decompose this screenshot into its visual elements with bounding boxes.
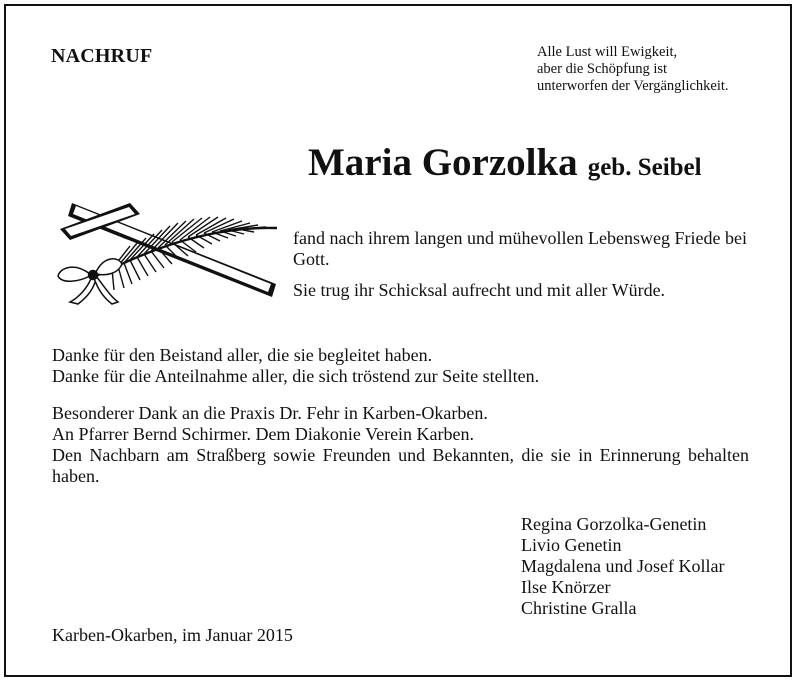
cross-with-palm-frond-icon: [52, 198, 282, 306]
thanks-line: Danke für die Anteilnahme aller, die sich tröstend zur Seite stellten.: [52, 366, 540, 386]
special-thanks-text: [52, 403, 749, 487]
notice-heading: NACHRUF: [51, 45, 153, 67]
quote: [537, 44, 767, 95]
special-thanks-line: An Pfarrer Bernd Schirmer. Dem Diakonie Verein Karben.: [52, 424, 475, 444]
birth-name: geb. Seibel: [587, 154, 702, 181]
quote-line: Alle Lust will Ewigkeit,: [537, 44, 678, 60]
signer-name: Ilse Knörzer: [521, 577, 611, 597]
thanks-line: Danke für den Beistand aller, die sie begleitet haben.: [52, 345, 433, 365]
quote-line: aber die Schöpfung ist: [537, 61, 668, 77]
place-and-date: Karben-Okarben, im Januar 2015: [52, 625, 293, 645]
signers-list: [521, 514, 761, 619]
signer-name: Magdalena und Josef Kollar: [521, 556, 725, 576]
intro-paragraph: Sie trug ihr Schicksal aufrecht und mit aller Würde.: [293, 280, 666, 300]
deceased-name: Maria Gorzolka: [308, 141, 578, 184]
special-thanks-line: Den Nachbarn am Straßberg sowie Freunden und Bekannten, die sie in Erinnerung behalten haben.: [52, 445, 749, 486]
quote-line: unterworfen der Vergänglichkeit.: [537, 78, 729, 94]
signer-name: Livio Genetin: [521, 535, 622, 555]
signer-name: Christine Gralla: [521, 598, 637, 618]
thanks-text: [52, 345, 752, 387]
intro-paragraph: fand nach ihrem langen und mühevollen Lebensweg Friede bei Gott.: [293, 228, 747, 269]
deceased-name-line: [308, 140, 702, 185]
signer-name: Regina Gorzolka-Genetin: [521, 514, 707, 534]
intro-text: [293, 228, 747, 301]
special-thanks-line: Besonderer Dank an die Praxis Dr. Fehr in Karben-Okarben.: [52, 403, 488, 423]
